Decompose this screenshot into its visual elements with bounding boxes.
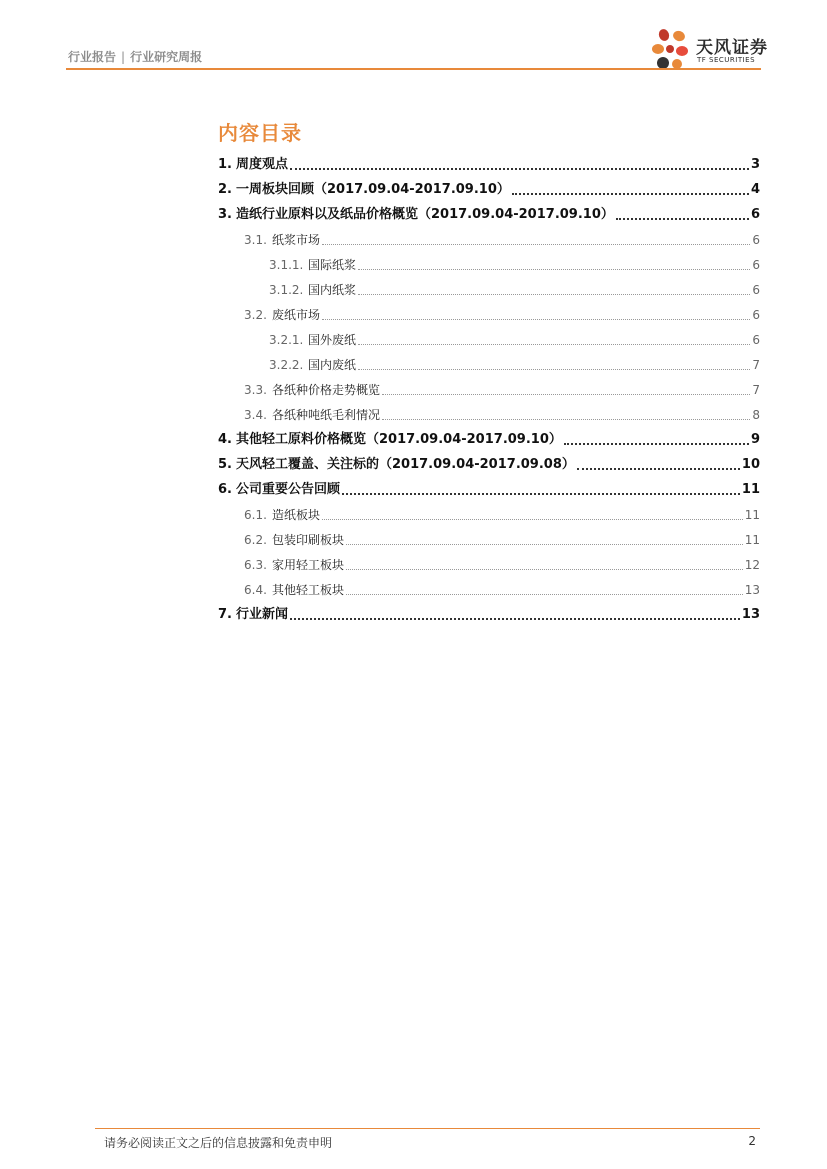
toc-entry-page: 13 (741, 607, 760, 622)
logo-subtitle: TF SECURITIES (697, 56, 756, 64)
toc-entry-page: 7 (752, 383, 760, 397)
header-divider (66, 68, 761, 70)
toc-entry-page: 6 (752, 233, 760, 247)
toc-entry-6-3[interactable] (218, 549, 760, 574)
toc-leader-dots (564, 442, 749, 445)
toc-leader-dots (358, 268, 750, 270)
toc-entry-text: 造纸行业原料以及纸品价格概览（2017.09.04-2017.09.10） (236, 207, 614, 222)
toc-entry-3-2[interactable] (218, 299, 760, 324)
toc-entry-page: 13 (744, 583, 760, 597)
toc-entry-page: 6 (752, 283, 760, 297)
toc-entry-text: 天风轻工覆盖、关注标的（2017.09.04-2017.09.08） (236, 457, 575, 472)
toc-entry-1[interactable] (218, 149, 760, 174)
toc-entry-text: 家用轻工板块 (272, 558, 345, 572)
toc-leader-dots (342, 492, 740, 495)
table-of-contents (218, 149, 760, 624)
report-subcategory: 行业研究周报 (130, 50, 203, 64)
toc-leader-dots (322, 518, 743, 520)
toc-entry-3-3[interactable] (218, 374, 760, 399)
toc-entry-text: 国内废纸 (308, 358, 357, 372)
toc-entry-6[interactable] (218, 474, 760, 499)
toc-entry-page: 11 (744, 533, 760, 547)
toc-entry-3-2-2[interactable] (218, 349, 760, 374)
toc-entry-page: 9 (750, 432, 760, 447)
toc-entry-number: 3.2.2. (269, 358, 304, 372)
toc-leader-dots (358, 293, 750, 295)
toc-entry-3-2-1[interactable] (218, 324, 760, 349)
toc-entry-3[interactable] (218, 199, 760, 224)
toc-leader-dots (358, 368, 750, 370)
toc-entry-number: 3.3. (244, 383, 267, 397)
toc-entry-6-2[interactable] (218, 524, 760, 549)
toc-entry-page: 10 (741, 457, 760, 472)
toc-entry-number: 6. (218, 482, 232, 497)
toc-entry-3-4[interactable] (218, 399, 760, 424)
toc-entry-number: 3.2. (244, 308, 267, 322)
toc-entry-text: 各纸种吨纸毛利情况 (272, 408, 381, 422)
toc-entry-text: 其他轻工原料价格概览（2017.09.04-2017.09.10） (236, 432, 562, 447)
toc-entry-text: 其他轻工板块 (272, 583, 345, 597)
toc-entry-3-1-1[interactable] (218, 249, 760, 274)
toc-entry-number: 6.3. (244, 558, 267, 572)
toc-entry-text: 国内纸浆 (308, 283, 357, 297)
toc-entry-6-1[interactable] (218, 499, 760, 524)
toc-entry-number: 3.1.2. (269, 283, 304, 297)
toc-entry-number: 6.2. (244, 533, 267, 547)
toc-leader-dots (346, 593, 743, 595)
toc-leader-dots (290, 617, 740, 620)
toc-entry-text: 废纸市场 (272, 308, 321, 322)
toc-entry-6-4[interactable] (218, 574, 760, 599)
toc-entry-text: 纸浆市场 (272, 233, 321, 247)
breadcrumb-separator: | (121, 50, 126, 64)
toc-entry-number: 6.1. (244, 508, 267, 522)
toc-entry-3-1-2[interactable] (218, 274, 760, 299)
toc-entry-text: 包装印刷板块 (272, 533, 345, 547)
toc-entry-4[interactable] (218, 424, 760, 449)
toc-entry-number: 6.4. (244, 583, 267, 597)
toc-entry-number: 3.2.1. (269, 333, 304, 347)
footer-disclaimer: 请务必阅读正文之后的信息披露和免责申明 (104, 1136, 333, 1150)
toc-entry-7[interactable] (218, 599, 760, 624)
report-category: 行业报告 (68, 50, 117, 64)
toc-entry-page: 6 (750, 207, 760, 222)
toc-leader-dots (322, 318, 750, 320)
toc-leader-dots (358, 343, 750, 345)
toc-entry-text: 国际纸浆 (308, 258, 357, 272)
toc-title: 内容目录 (218, 121, 302, 145)
toc-entry-page: 6 (752, 333, 760, 347)
toc-leader-dots (346, 543, 743, 545)
logo-name: 天风证券 (696, 38, 768, 58)
toc-entry-text: 周度观点 (236, 157, 289, 172)
flower-logo-icon (650, 26, 694, 72)
footer-divider (95, 1128, 760, 1129)
toc-entry-number: 5. (218, 457, 232, 472)
company-logo (650, 26, 768, 72)
page-number: 2 (748, 1134, 756, 1148)
toc-leader-dots (382, 418, 750, 420)
toc-leader-dots (382, 393, 750, 395)
toc-entry-number: 1. (218, 157, 232, 172)
toc-leader-dots (577, 467, 740, 470)
toc-entry-page: 11 (741, 482, 760, 497)
toc-entry-number: 4. (218, 432, 232, 447)
toc-entry-page: 3 (750, 157, 760, 172)
toc-entry-page: 6 (752, 308, 760, 322)
toc-entry-3-1[interactable] (218, 224, 760, 249)
toc-entry-number: 2. (218, 182, 232, 197)
toc-entry-page: 4 (750, 182, 760, 197)
toc-entry-text: 国外废纸 (308, 333, 357, 347)
toc-entry-number: 3. (218, 207, 232, 222)
toc-leader-dots (290, 167, 749, 170)
toc-entry-page: 8 (752, 408, 760, 422)
toc-leader-dots (346, 568, 743, 570)
toc-entry-2[interactable] (218, 174, 760, 199)
toc-entry-number: 7. (218, 607, 232, 622)
toc-entry-number: 3.1. (244, 233, 267, 247)
toc-leader-dots (512, 192, 749, 195)
toc-entry-text: 造纸板块 (272, 508, 321, 522)
toc-leader-dots (616, 217, 749, 220)
toc-entry-page: 12 (744, 558, 760, 572)
report-breadcrumb (68, 48, 202, 65)
toc-entry-page: 7 (752, 358, 760, 372)
toc-entry-text: 各纸种价格走势概览 (272, 383, 381, 397)
toc-entry-5[interactable] (218, 449, 760, 474)
toc-entry-page: 6 (752, 258, 760, 272)
toc-entry-text: 一周板块回顾（2017.09.04-2017.09.10） (236, 182, 510, 197)
toc-entry-page: 11 (744, 508, 760, 522)
toc-entry-text: 行业新闻 (236, 607, 289, 622)
toc-entry-text: 公司重要公告回顾 (236, 482, 341, 497)
toc-entry-number: 3.4. (244, 408, 267, 422)
toc-entry-number: 3.1.1. (269, 258, 304, 272)
toc-leader-dots (322, 243, 750, 245)
